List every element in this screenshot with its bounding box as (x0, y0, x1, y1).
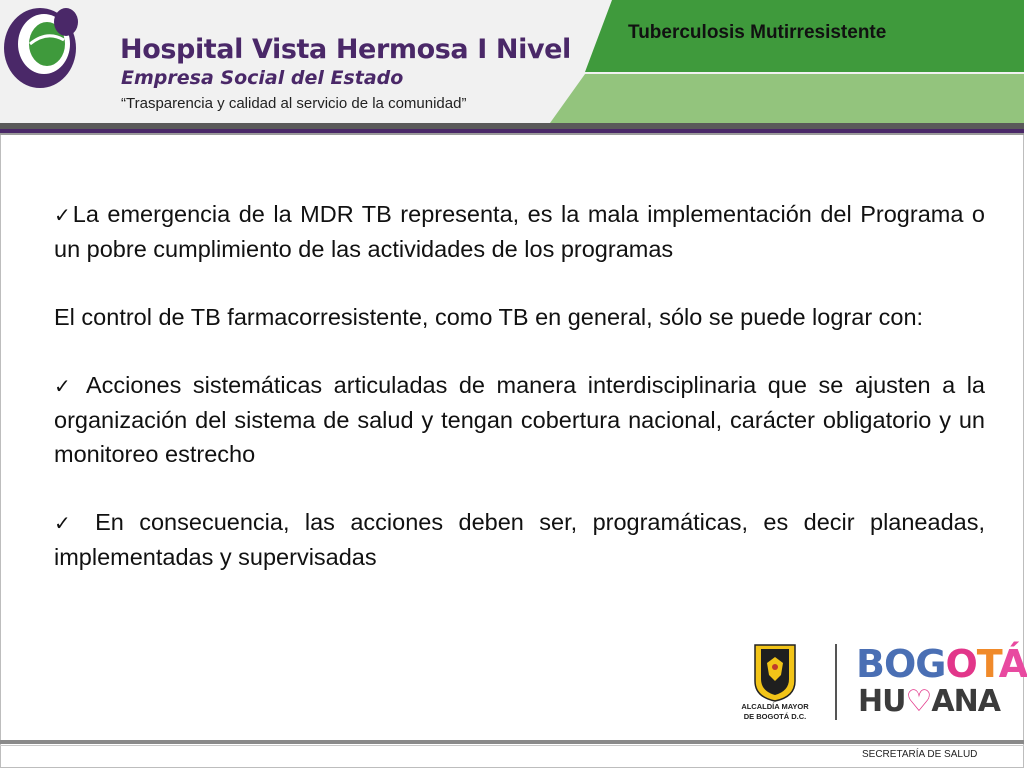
paragraph-1-text: La emergencia de la MDR TB representa, es la mala implementación del Programa o un pobre cumplimiento de las actividades de los programas (54, 201, 985, 262)
humana-part-3: ANA (931, 684, 1000, 719)
hospital-name: Hospital Vista Hermosa I Nivel (120, 34, 571, 65)
bogota-logo (856, 644, 1027, 684)
footer-divider-light (0, 745, 1024, 746)
alcaldia-label (728, 702, 822, 722)
paragraph-2: El control de TB farmacorresistente, como TB en general, sólo se puede lograr con: (54, 304, 924, 330)
paragraph-1 (54, 197, 985, 266)
check-icon: ✓ (54, 511, 80, 535)
hospital-logo (0, 0, 86, 92)
hospital-motto: “Trasparencia y calidad al servicio de la comunidad” (121, 95, 467, 112)
check-icon: ✓ (54, 374, 76, 398)
alcaldia-line-2: DE BOGOTÁ D.C. (743, 712, 807, 721)
slide-title: Tuberculosis Mutirresistente (628, 22, 887, 43)
humana-logo (858, 684, 1000, 719)
hospital-subtitle: Empresa Social del Estado (121, 67, 404, 89)
check-icon: ✓ (54, 203, 73, 227)
logo-divider (835, 644, 837, 720)
slide-content (54, 197, 985, 608)
paragraph-3-text: Acciones sistemáticas articuladas de manera interdisciplinaria que se ajusten a la organización del sistema de salud y tengan cobertura nacional, carácter obligatorio y un monitoreo estrecho (54, 372, 986, 467)
bogota-part-1: BOG (856, 642, 946, 686)
bogota-part-4: Á (998, 642, 1027, 686)
bogota-part-3: T (976, 642, 999, 686)
heart-icon: ♡ (905, 684, 932, 719)
humana-part-1: HU (858, 684, 906, 719)
paragraph-4-text: En consecuencia, las acciones deben ser, programáticas, es decir planeadas, implementadas y supervisadas (54, 509, 985, 570)
paragraph-4 (54, 505, 985, 574)
slide-header (0, 0, 1024, 140)
footer-text: SECRETARÍA DE SALUD (862, 749, 978, 760)
paragraph-3 (54, 368, 985, 471)
footer-divider (0, 740, 1024, 744)
alcaldia-line-1: ALCALDÍA MAYOR (741, 702, 809, 711)
bogota-part-2: O (945, 642, 977, 686)
